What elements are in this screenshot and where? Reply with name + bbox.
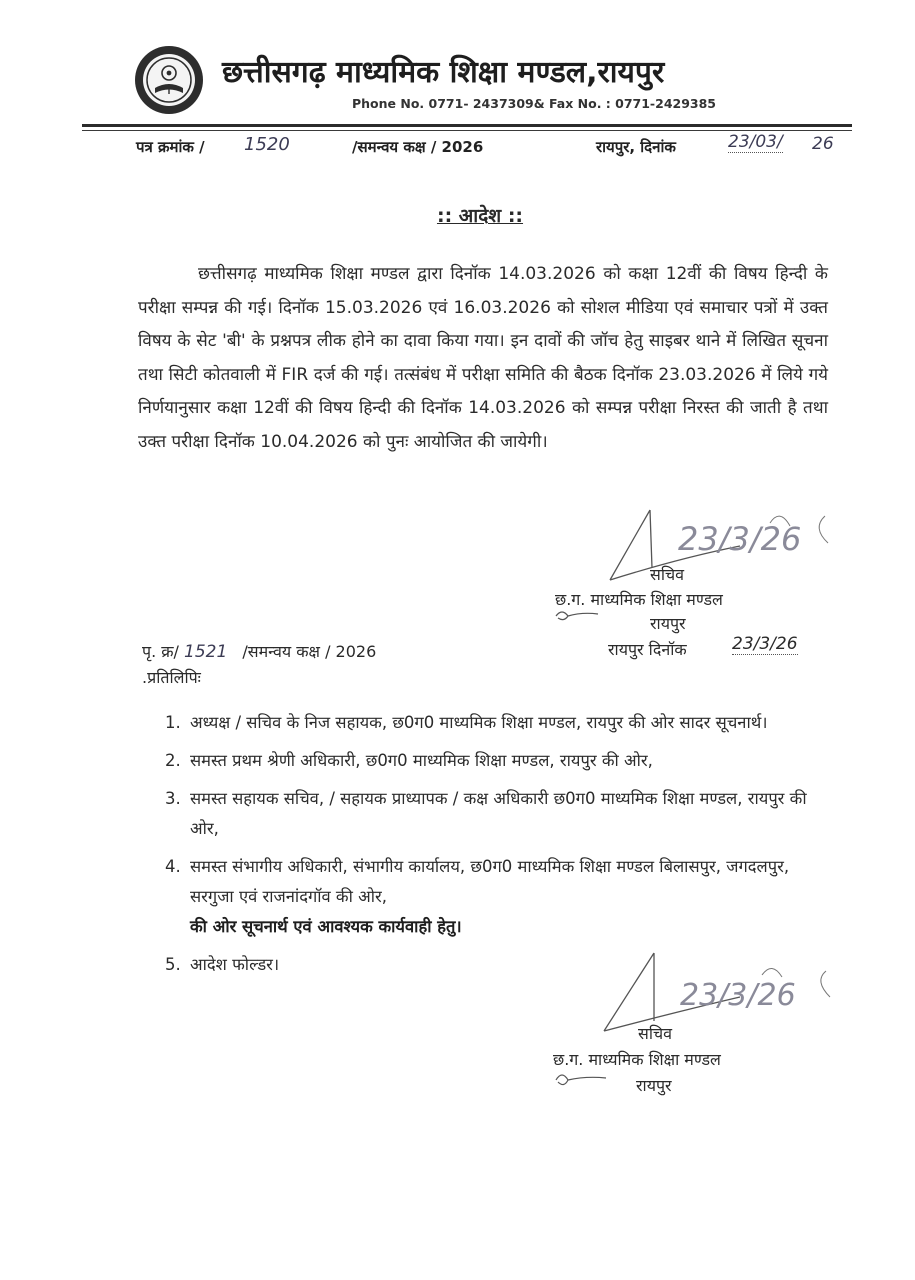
signatory-title: सचिव [650,565,685,584]
letter-date-handwritten: 23/03/ [728,132,783,152]
initial-scribble [552,606,602,626]
list-item: 3. समस्त सहायक सचिव, / सहायक प्राध्यापक / कक्ष अधिकारी छ0ग0 माध्यमिक शिक्षा मण्डल, रायपुर की ओर, [165,789,807,838]
endorsement-row [142,640,376,662]
endorsement-department: /समन्वय कक्ष / 2026 [242,642,377,661]
signature-handwritten-date: 23/3/26 [680,978,796,1013]
list-item: 4. समस्त संभागीय अधिकारी, संभागीय कार्यालय, छ0ग0 माध्यमिक शिक्षा मण्डल बिलासपुर, जगदलपुर, सरगुजा एवं राजनांदगॉव की ओर, की ओर सूचनार्थ एवं आवश्यक कार्यवाही हेतु। [165,857,790,936]
letter-department: /समन्वय कक्ष / 2026 [352,138,484,156]
list-item: 2. समस्त प्रथम श्रेणी अधिकारी, छ0ग0 माध्यमिक शिक्षा मण्डल, रायपुर की ओर, [165,751,653,770]
signatory-organization: छ.ग. माध्यमिक शिक्षा मण्डल [555,590,723,609]
initial-scribble [550,1068,610,1092]
organization-name: छत्तीसगढ़ माध्यमिक शिक्षा मण्डल,रायपुर [222,55,665,90]
order-body-paragraph: छत्तीसगढ़ माध्यमिक शिक्षा मण्डल द्वारा दिनॉक 14.03.2026 को कक्षा 12वीं की विषय हिन्दी के परीक्षा सम्पन्न की गई। दिनॉक 15.03.2026 एवं 16.03.2026 को सोशल मीडिया एवं समाचार पत्रों में उक्त विषय के सेट 'बी' के प्रश्नपत्र लीक होने का दावा किया गया। इन दावों की जॉच हेतु साइबर थाने में लिखित सूचना तथा सिटी कोतवाली में FIR दर्ज की गई। तत्संबंध में परीक्षा समिति की बैठक दिनॉक 23.03.2026 में लिये गये निर्णयानुसार कक्षा 12वीं की विषय हिन्दी की दिनॉक 14.03.2026 को सम्पन्न परीक्षा निरस्त की जाती है तथा उक्त परीक्षा दिनॉक 10.04.2026 को पुनः आयोजित की जायेगी। [138,264,828,452]
signatory-date-value: 23/3/26 [732,634,798,654]
order-title: :: आदेश :: [436,205,524,227]
letter-date-year: 26 [812,134,834,154]
letter-number-handwritten: 1520 [244,134,290,155]
signatory-organization: छ.ग. माध्यमिक शिक्षा मण्डल [553,1050,721,1069]
signatory-city: रायपुर [650,614,686,633]
board-emblem-logo [133,44,205,116]
header-rule-thin [82,130,852,131]
signatory-city: रायपुर [636,1076,672,1095]
letter-number-label: पत्र क्रमांक / [136,138,205,156]
signature-handwritten-date: 23/3/26 [678,520,802,558]
action-line: की ओर सूचनार्थ एवं आवश्यक कार्यवाही हेतु। [190,917,462,936]
contact-line: Phone No. 0771- 2437309& Fax No. : 0771-2429385 [352,96,717,111]
list-item: 1. अध्यक्ष / सचिव के निज सहायक, छ0ग0 माध्यमिक शिक्षा मण्डल, रायपुर की ओर सादर सूचनार्थ। [165,713,768,732]
copy-to-heading: .प्रतिलिपिः [142,668,201,687]
header-rule-thick [82,124,852,127]
place-date-label: रायपुर, दिनांक [596,138,676,156]
signatory-date-label: रायपुर दिनॉक [608,640,687,659]
endorsement-number-handwritten: 1521 [184,642,228,662]
endorsement-label: पृ. क्र/ [142,642,179,661]
signatory-title: सचिव [638,1024,673,1043]
list-item: 5. आदेश फोल्डर। [165,955,280,974]
